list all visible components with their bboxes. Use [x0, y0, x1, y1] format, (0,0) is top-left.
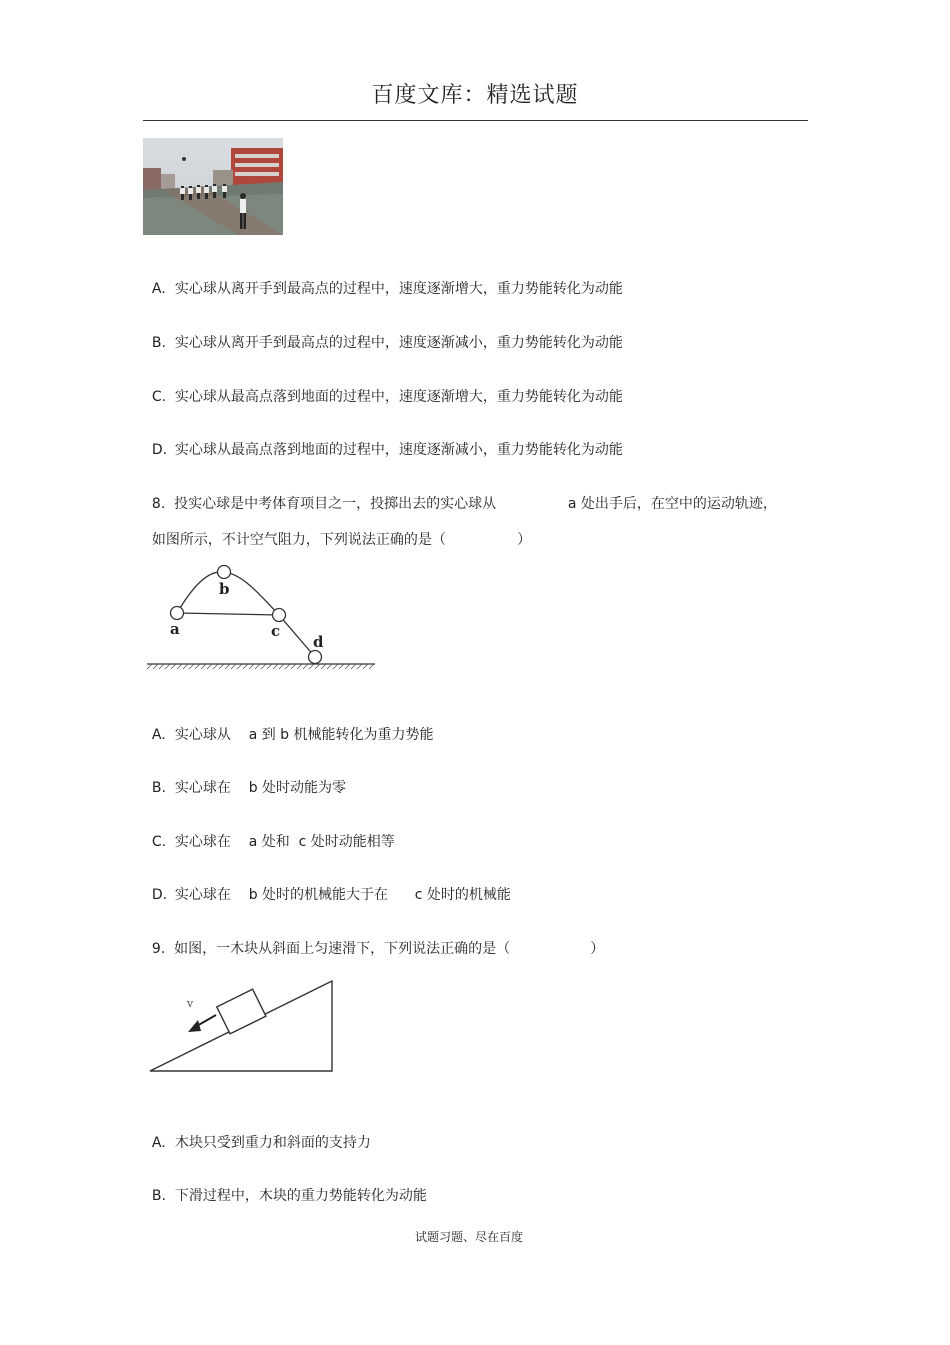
q8-option-c: C. 实心球在 a 处和 c 处时动能相等 [151, 834, 395, 850]
header-divider [143, 120, 808, 121]
velocity-label: v [187, 997, 194, 1010]
point-c-ball [273, 609, 286, 622]
wooden-block [217, 989, 266, 1034]
label-c: c [271, 622, 281, 640]
point-b-ball [218, 566, 231, 579]
q8-stem-line1: 8. 投实心球是中考体育项目之一，投掷出去的实心球从 [151, 496, 497, 512]
q8-stem-line2: 如图所示，不计空气阻力，下列说法正确的是（ ） [151, 532, 532, 548]
velocity-arrowhead [188, 1020, 201, 1032]
q9-option-a: A. 木块只受到重力和斜面的支持力 [151, 1135, 371, 1151]
point-a-ball [171, 607, 184, 620]
q9-option-b: B. 下滑过程中，木块的重力势能转化为动能 [151, 1188, 427, 1204]
point-d-ball [309, 651, 322, 664]
trajectory-figure [143, 556, 383, 680]
incline-figure [143, 975, 343, 1084]
q7-option-c: C. 实心球从最高点落到地面的过程中，速度逐渐增大，重力势能转化为动能 [151, 389, 623, 405]
page-title: 百度文库：精选试题 [371, 83, 579, 108]
q7-option-d: D. 实心球从最高点落到地面的过程中，速度逐渐减小，重力势能转化为动能 [151, 442, 623, 458]
label-d: d [313, 633, 324, 651]
label-b: b [219, 580, 230, 598]
q8-option-a: A. 实心球从 a 到 b 机械能转化为重力势能 [151, 727, 434, 743]
q8-stem-line1-end: a 处出手后，在空中的运动轨迹， [567, 496, 777, 512]
q9-stem: 9. 如图，一木块从斜面上匀速滑下，下列说法正确的是（ ） [151, 941, 605, 957]
page-footer: 试题习题、尽在百度 [414, 1230, 523, 1244]
label-a: a [170, 620, 180, 638]
q7-option-a: A. 实心球从离开手到最高点的过程中，速度逐渐增大，重力势能转化为动能 [151, 281, 623, 297]
q8-option-d: D. 实心球在 b 处时的机械能大于在 c 处时的机械能 [151, 887, 511, 903]
q8-option-b: B. 实心球在 b 处时动能为零 [151, 780, 347, 796]
q7-option-b: B. 实心球从离开手到最高点的过程中，速度逐渐减小，重力势能转化为动能 [151, 335, 623, 351]
shot-put-photo [143, 138, 283, 235]
